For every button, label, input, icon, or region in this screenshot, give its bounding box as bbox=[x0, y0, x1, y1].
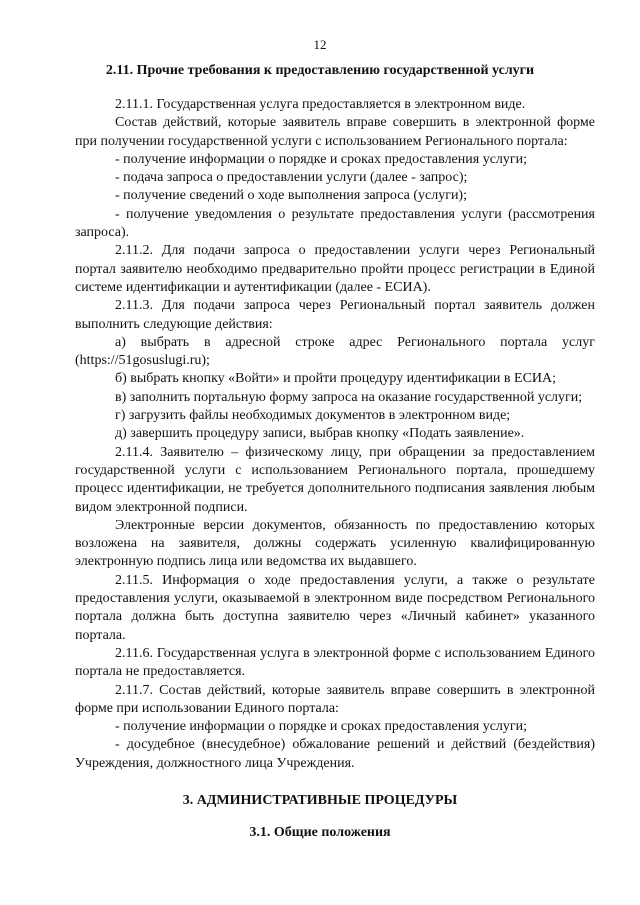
list-item: в) заполнить портальную форму запроса на оказание государственной услуги; bbox=[115, 389, 583, 405]
paragraph-2-11-4: 2.11.4. Заявителю – физическому лицу, при обращении за предоставлением государственной услуги с использованием Регионального портала, прошедшему процесс идентификации, не требуется дополнительного подписания заявления любым видом электронной подписи. bbox=[75, 444, 595, 515]
paragraph-2-11-1: 2.11.1. Государственная услуга предоставляется в электронном виде. bbox=[115, 97, 526, 112]
paragraph-2-11-6: 2.11.6. Государственная услуга в электронной форме с использованием Единого портала не предоставляется. bbox=[75, 645, 595, 680]
list-item: г) загрузить файлы необходимых документов в электронном виде; bbox=[115, 408, 511, 424]
chapter-heading: 3. АДМИНИСТРАТИВНЫЕ ПРОЦЕДУРЫ bbox=[182, 793, 458, 808]
list-item: - получение сведений о ходе выполнения запроса (услуги); bbox=[115, 188, 467, 204]
list-item: а) выбрать в адресной строке адрес Регионального портала услуг (https://51gosuslugi.ru); bbox=[75, 334, 595, 369]
paragraph-2-11-5: 2.11.5. Информация о ходе предоставления услуги, а также о результате предоставления услуги, оказываемой в электронном виде посредством Регионального портала должна быть доступна заявителю через «Личный кабинет» указанного портала. bbox=[75, 572, 595, 643]
list-item: - получение информации о порядке и сроках предоставления услуги; bbox=[115, 151, 528, 167]
list-item: - получение информации о порядке и сроках предоставления услуги; bbox=[115, 719, 528, 735]
list-item: б) выбрать кнопку «Войти» и пройти процедуру идентификации в ЕСИА; bbox=[115, 371, 557, 387]
subsection-heading: 3.1. Общие положения bbox=[249, 825, 391, 840]
list-item: - подача запроса о предоставлении услуги (далее - запрос); bbox=[115, 170, 468, 186]
paragraph-actions-intro: Состав действий, которые заявитель вправе совершить в электронной форме при получении государственной услуги с использованием Регионального портала: bbox=[75, 115, 595, 149]
list-item: - досудебное (внесудебное) обжалование решений и действий (бездействия) Учреждения, должностного лица Учреждения. bbox=[75, 737, 595, 771]
paragraph-2-11-7: 2.11.7. Состав действий, которые заявитель вправе совершить в электронной форме при использовании Единого портала: bbox=[75, 682, 595, 716]
document-body bbox=[75, 96, 595, 773]
list-item: д) завершить процедуру записи, выбрав кнопку «Подать заявление». bbox=[115, 426, 525, 442]
section-heading: 2.11. Прочие требования к предоставлению государственной услуги bbox=[105, 63, 535, 78]
paragraph-2-11-3: 2.11.3. Для подачи запроса через Региональный портал заявитель должен выполнить следующие действия: bbox=[75, 298, 595, 332]
list-item: - получение уведомления о результате предоставления услуги (рассмотрения запроса). bbox=[75, 206, 595, 241]
paragraph-electronic-versions: Электронные версии документов, обязанность по предоставлению которых возложена на заявителя, должны содержать усиленную квалифицированную электронную подпись лица или ведомства их выдавшего. bbox=[75, 517, 595, 570]
paragraph-2-11-2: 2.11.2. Для подачи запроса о предоставлении услуги через Региональный портал заявителю необходимо предварительно пройти процесс регистрации в Единой системе идентификации и аутентификации (далее - ЕСИА). bbox=[75, 243, 595, 295]
page-number: 12 bbox=[313, 37, 327, 52]
